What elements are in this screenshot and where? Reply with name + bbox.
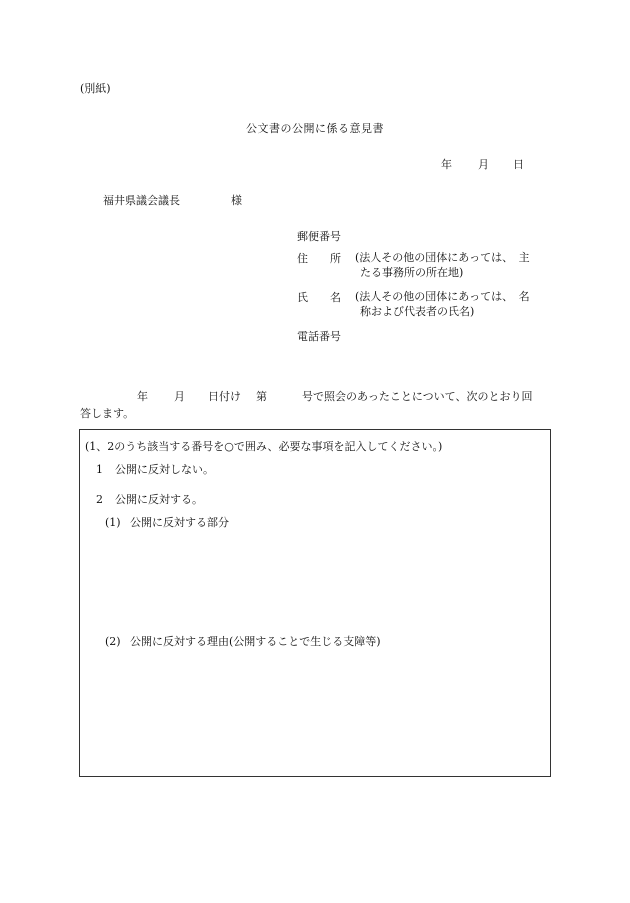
sub1-number: (1) <box>105 516 121 529</box>
date-month-label: 月 <box>478 158 489 171</box>
body-month-label: 月 <box>174 390 185 403</box>
name-note-line1: (法人その他の団体にあっては、 名 <box>355 290 530 303</box>
body-day-label: 日付け <box>208 390 241 403</box>
phone-label: 電話番号 <box>297 330 341 343</box>
option2-text: 公開に反対する。 <box>115 493 203 506</box>
annex-label: (別紙) <box>80 82 111 95</box>
sub1-text: 公開に反対する部分 <box>130 516 229 529</box>
addressee-honorific: 様 <box>231 194 242 207</box>
name-note-line2: 称および代表者の氏名) <box>360 305 475 318</box>
postal-code-label: 郵便番号 <box>297 230 341 243</box>
addressee-name: 福井県議会議長 <box>103 194 180 207</box>
date-day-label: 日 <box>513 158 524 171</box>
name-label: 氏 名 <box>297 291 341 304</box>
address-note-line1: (法人その他の団体にあっては、 主 <box>355 251 530 264</box>
address-note-line2: たる事務所の所在地) <box>360 266 464 279</box>
address-label: 住 所 <box>297 252 341 265</box>
sub2-text: 公開に反対する理由(公開することで生じる支障等) <box>130 635 381 648</box>
body-number-prefix: 第 <box>256 390 267 403</box>
body-line2: 答します。 <box>80 407 135 420</box>
option1-text: 公開に反対しない。 <box>115 463 214 476</box>
reply-instruction: (1、2のうち該当する番号を○で囲み、必要な事項を記入してください。) <box>85 440 443 453</box>
date-year-label: 年 <box>441 158 452 171</box>
option2-number: 2 <box>96 493 103 506</box>
body-year-label: 年 <box>137 390 148 403</box>
page-title: 公文書の公開に係る意見書 <box>246 122 384 135</box>
body-continuation: 号で照会のあったことについて、次のとおり回 <box>302 390 533 403</box>
sub2-number: (2) <box>105 635 121 648</box>
reply-box <box>79 429 551 777</box>
option1-number: 1 <box>96 463 103 476</box>
